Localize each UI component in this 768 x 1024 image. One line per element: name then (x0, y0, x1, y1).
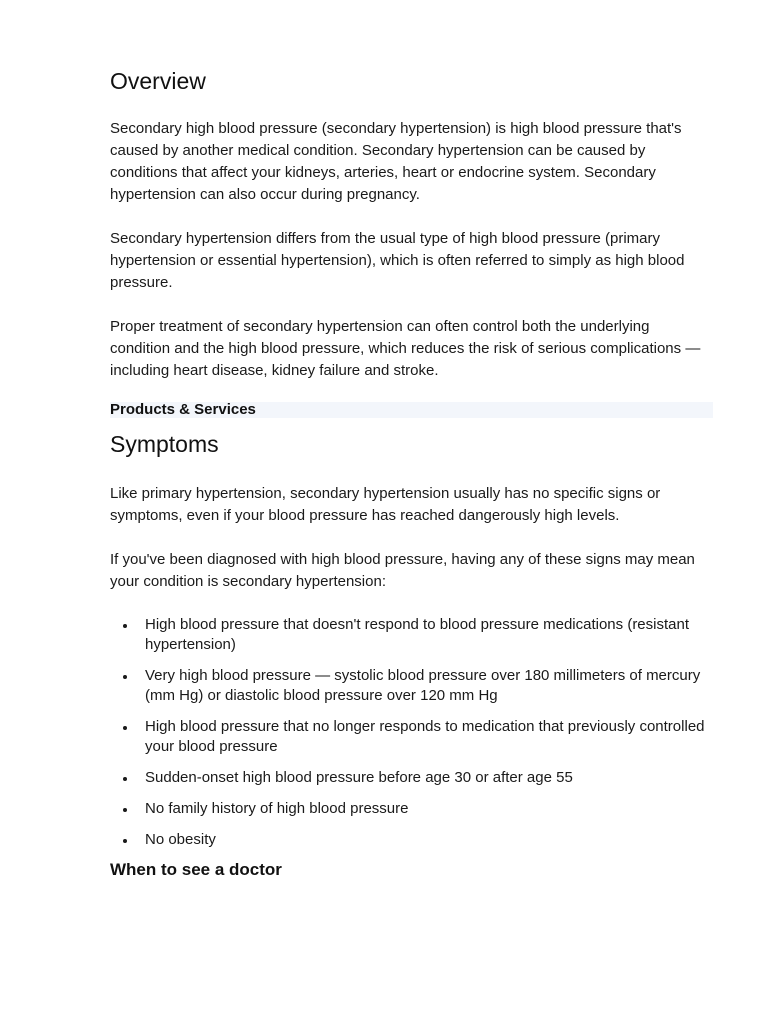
list-item: Sudden-onset high blood pressure before age 30 or after age 55 (145, 768, 713, 788)
article-content (110, 66, 713, 881)
products-services-section[interactable] (110, 402, 713, 418)
overview-paragraph: Secondary high blood pressure (secondary hypertension) is high blood pressure that's caused by another medical condition. Secondary hypertension can be caused by conditions that affect your kidneys, arteries, heart or endocrine system. Secondary hypertension can also occur during pregnancy. (110, 120, 682, 203)
list-item: Very high blood pressure — systolic blood pressure over 180 millimeters of mercury (mm Hg) or diastolic blood pressure over 120 mm Hg (145, 666, 713, 706)
products-services-label: Products & Services (110, 401, 256, 418)
overview-paragraph: Secondary hypertension differs from the usual type of high blood pressure (primary hypertension or essential hypertension), which is often referred to simply as high blood pressure. (110, 230, 685, 291)
symptoms-paragraph: If you've been diagnosed with high blood pressure, having any of these signs may mean your condition is secondary hypertension: (110, 551, 695, 590)
list-item: High blood pressure that doesn't respond to blood pressure medications (resistant hypertension) (145, 615, 713, 655)
symptoms-list (110, 615, 713, 850)
list-item: High blood pressure that no longer responds to medication that previously controlled your blood pressure (145, 717, 713, 757)
overview-paragraph: Proper treatment of secondary hypertension can often control both the underlying condition and the high blood pressure, which reduces the risk of serious complications — including heart disease, kidney failure and stroke. (110, 318, 701, 379)
list-item: No family history of high blood pressure (145, 799, 713, 819)
symptoms-heading: Symptoms (110, 431, 219, 457)
symptoms-paragraph: Like primary hypertension, secondary hypertension usually has no specific signs or symptoms, even if your blood pressure has reached dangerously high levels. (110, 485, 661, 524)
when-to-see-doctor-heading: When to see a doctor (110, 860, 282, 879)
list-item: No obesity (145, 830, 713, 850)
overview-heading: Overview (110, 68, 206, 94)
